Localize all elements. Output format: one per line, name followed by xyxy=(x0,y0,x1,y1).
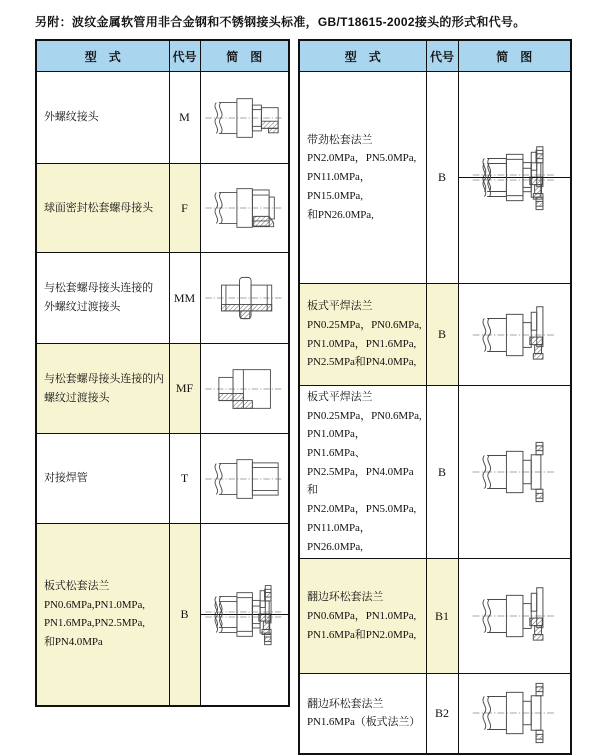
necked-loose-flange-diagram-2 xyxy=(465,149,563,211)
flanged-ring-plate-flange-diagram xyxy=(465,682,563,744)
diagram-cell xyxy=(200,524,289,706)
type-label: 与松套螺母接头连接的内 螺纹过渡接头 xyxy=(44,372,164,404)
tables-container xyxy=(35,39,600,755)
type-label: 板式平焊法兰 PN0.25MPa，PN0.6MPa, PN1.0MPa，PN1.6MPa, PN2.5MPa和PN4.0MPa, xyxy=(307,300,422,369)
col-header-code: 代号 xyxy=(426,40,458,72)
code-cell: B xyxy=(426,284,458,386)
type-cell xyxy=(299,284,426,386)
col-header-type: 型 式 xyxy=(36,40,169,72)
male-thread-adapter-diagram xyxy=(201,269,287,327)
diagram-cell xyxy=(200,164,289,253)
header-row xyxy=(299,40,571,72)
plate-weld-flange-diagram-1 xyxy=(465,304,563,366)
type-label: 带劲松套法兰 PN2.0MPa，PN5.0MPa, PN11.0MPa，PN15.0MPa, 和PN26.0MPa, xyxy=(307,133,417,221)
table-row xyxy=(36,164,289,253)
table-row xyxy=(36,72,289,164)
diagram-cell xyxy=(458,72,571,284)
code-cell: B1 xyxy=(426,559,458,674)
type-cell xyxy=(36,253,169,344)
diagram-cell xyxy=(200,72,289,164)
type-label: 球面密封松套螺母接头 xyxy=(44,201,153,214)
diagram-cell xyxy=(458,386,571,559)
male-thread-joint-diagram xyxy=(201,89,287,147)
code-cell: B xyxy=(169,524,200,706)
col-header-diagram: 简 图 xyxy=(200,40,289,72)
diagram-cell xyxy=(458,284,571,386)
page-title: 另附：波纹金属软管用非合金钢和不锈钢接头标准，GB/T18615-2002接头的形式和代号。 xyxy=(35,15,526,29)
diagram-cell xyxy=(200,434,289,524)
type-label: 外螺纹接头 xyxy=(44,111,99,124)
type-cell xyxy=(36,164,169,253)
diagram-cell xyxy=(458,674,571,754)
type-label: 翻边环松套法兰 PN1.6MPa（板式法兰） xyxy=(307,697,421,729)
code-cell: MM xyxy=(169,253,200,344)
type-cell xyxy=(299,386,426,559)
flanged-ring-loose-flange-diagram xyxy=(465,585,563,647)
table-row xyxy=(36,253,289,344)
spherical-seal-loose-nut-joint-diagram xyxy=(201,179,287,237)
type-label: 板式平焊法兰 PN0.25MPa，PN0.6MPa, PN1.0MPa，PN1.6MPa、 PN2.5MPa，PN4.0MPa和 PN2.0MPa，PN5.0MPa, PN11.0MPa，PN26.0MPa, xyxy=(307,391,422,553)
table-row xyxy=(299,72,571,284)
table-row xyxy=(299,284,571,386)
plate-loose-flange-diagram-2 xyxy=(201,588,287,646)
col-header-type: 型 式 xyxy=(299,40,426,72)
diagram-cell xyxy=(200,253,289,344)
plate-weld-flange-diagram-2 xyxy=(465,441,563,503)
code-cell: T xyxy=(169,434,200,524)
code-cell: B2 xyxy=(426,674,458,754)
butt-weld-pipe-diagram xyxy=(201,450,287,508)
type-cell xyxy=(36,344,169,434)
right-fitting-table xyxy=(298,39,572,755)
type-cell xyxy=(36,434,169,524)
type-cell xyxy=(299,674,426,754)
female-thread-adapter-diagram xyxy=(201,360,287,418)
code-cell: M xyxy=(169,72,200,164)
table-row xyxy=(36,434,289,524)
table-row xyxy=(299,559,571,674)
code-cell: F xyxy=(169,164,200,253)
code-cell: B xyxy=(426,386,458,559)
type-cell xyxy=(36,72,169,164)
code-cell: B xyxy=(426,72,458,284)
type-label: 翻边环松套法兰 PN0.6MPa，PN1.0MPa, PN1.6MPa和PN2.0MPa, xyxy=(307,591,417,641)
diagram-cell xyxy=(458,559,571,674)
col-header-diagram: 简 图 xyxy=(458,40,571,72)
table-row xyxy=(299,674,571,754)
type-cell xyxy=(299,72,426,284)
type-label: 与松套螺母接头连接的 外螺纹过渡接头 xyxy=(44,282,153,313)
type-cell xyxy=(299,559,426,674)
col-header-code: 代号 xyxy=(169,40,200,72)
diagram-cell xyxy=(200,344,289,434)
code-cell: MF xyxy=(169,344,200,434)
type-label: 对接焊管 xyxy=(44,472,88,485)
left-fitting-table xyxy=(35,39,290,707)
table-row xyxy=(299,386,571,559)
header-row xyxy=(36,40,289,72)
table-row xyxy=(36,524,289,706)
table-row xyxy=(36,344,289,434)
type-cell xyxy=(36,524,169,706)
type-label: 板式松套法兰 PN0.6MPa,PN1.0MPa, PN1.6MPa,PN2.5MPa, 和PN4.0MPa xyxy=(44,579,145,648)
